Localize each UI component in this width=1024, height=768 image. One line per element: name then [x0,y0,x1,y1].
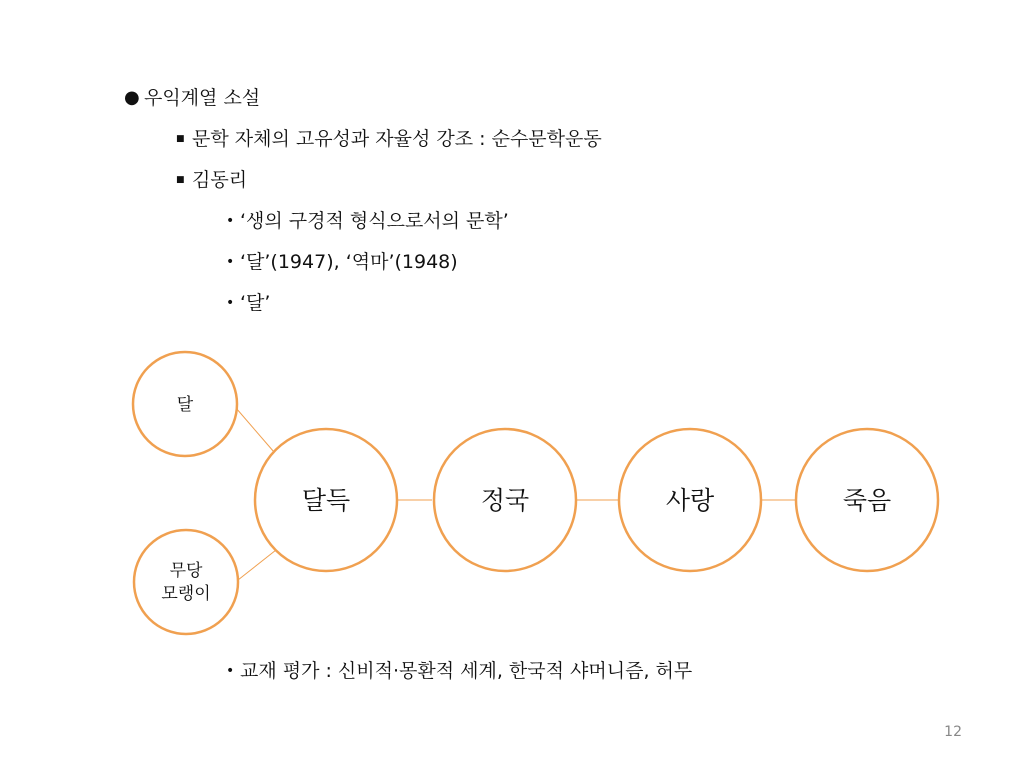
bullet-evaluation [226,659,692,683]
dot-bullet-icon: • [226,254,235,270]
item-1-text: ‘생의 구경적 형식으로서의 문학’ [240,210,509,232]
node-daldeuk-label: 달득 [301,486,351,515]
node-jugeum-label: 죽음 [842,486,892,515]
sub2-text: 김동리 [192,169,248,191]
heading-text: 우익계열 소설 [144,87,261,109]
filled-circle-bullet-icon: ● [124,87,140,108]
dot-bullet-icon: • [226,295,235,311]
connector-dal-daldeuk [236,408,274,452]
filled-square-bullet-icon: ■ [176,175,185,185]
node-sarang-label: 사랑 [665,486,715,515]
connector-mudang-daldeuk [238,550,276,580]
node-dal-label: 달 [176,395,194,415]
page-number: 12 [944,724,962,740]
node-jeongguk-label: 정국 [480,486,530,515]
dot-bullet-icon: • [226,213,235,229]
item-3-text: ‘달’ [240,292,271,314]
dot-bullet-icon: • [226,663,235,679]
sub1-text: 문학 자체의 고유성과 자율성 강조 : 순수문학운동 [192,128,602,150]
node-mudang-label-line1: 무당 [169,561,203,581]
node-mudang-label-line2: 모랭이 [161,584,211,604]
node-mudang-circle [134,530,238,634]
filled-square-bullet-icon: ■ [176,134,185,144]
item-2-text: ‘달’(1947), ‘역마’(1948) [240,251,458,273]
evaluation-text: 교재 평가 : 신비적·몽환적 세계, 한국적 샤머니즘, 허무 [240,660,693,682]
